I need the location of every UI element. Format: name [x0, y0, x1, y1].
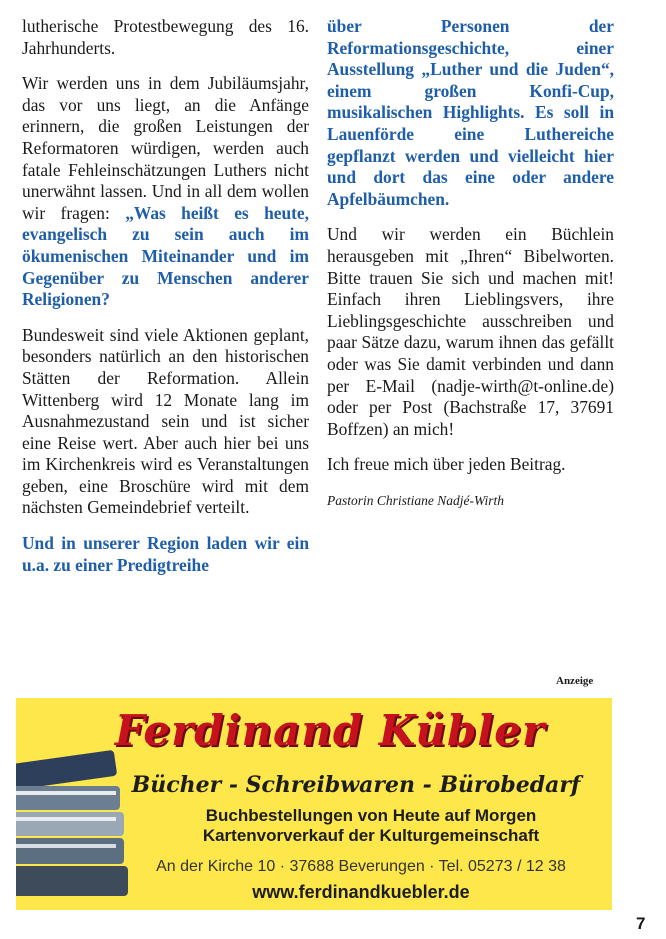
brand-name: Ferdinand Kübler	[114, 706, 546, 755]
signature: Pastorin Christiane Nadjé-Wirth	[327, 492, 505, 508]
paragraph: Und wir werden ein Büchlein herausgeben mit „Ihren“ Bibelworten. Bitte trauen Sie sich und machen mit! Einfach ihren Lieblingsvers, ihre Lieblingsgeschichte ausschreiben und paar Sätze dazu, warum ihnen das gefällt oder was Sie damit verbinden und dann per E-Mail (nadje-wirth@t-online.de) oder per Post (Bachstraße 17, 37691 Boffzen) an mich!	[327, 224, 614, 439]
paragraph	[22, 73, 309, 311]
ad-address: An der Kirche 10 · 37688 Beverungen · Tel. 05273 / 12 38	[156, 858, 566, 875]
right-column	[327, 16, 614, 525]
ad-subtitle: Bücher - Schreibwaren - Bürobedarf	[131, 772, 581, 798]
highlight-question: „Was heißt es heute, evangelisch zu sein auch im ökumenischen Miteinander und im Gegenüber zu Menschen anderer Religionen?	[22, 202, 309, 310]
paragraph: Bundesweit sind viele Aktionen geplant, besonders natürlich an den historischen Stätten der Reformation. Allein Wittenberg wird 12 Monate lang im Ausnahmezustand sein und ist sicher eine Reise wert. Aber auch hier bei uns im Kirchenkreis wird es Veranstaltungen geben, eine Broschüre wird mit dem nächsten Gemeindebrief verteilt.	[22, 324, 309, 518]
advertisement-banner	[16, 698, 612, 910]
ad-line: Kartenvorverkauf der Kulturgemeinschaft	[202, 826, 540, 845]
left-column	[22, 16, 309, 590]
highlight-paragraph: über Personen der Reformationsgeschichte, einer Ausstellung „Luther und die Juden“, einem großen Konfi-Cup, musikalischen Highlights. Es soll in Lauenförde eine Luthereiche gepflanzt werden und vielleicht hier und dort das eine oder andere Apfelbäumchen.	[327, 16, 614, 209]
ad-line: Buchbestellungen von Heute auf Morgen	[205, 806, 537, 825]
advertisement-label: Anzeige	[556, 675, 594, 687]
paragraph-text: Wir werden uns in dem Jubiläumsjahr, das vor uns liegt, an die Anfänge erinnern, die großen Leistungen der Reformatoren würdigen, werden auch fatale Fehleinschätzungen Luthers nicht unerwähnt lassen. Und in all dem wollen wir fragen:	[22, 73, 309, 223]
highlight-paragraph: Und in unserer Region laden wir ein u.a. zu einer Predigtreihe	[22, 533, 309, 575]
page-number: 7	[636, 914, 646, 933]
paragraph: lutherische Protestbewegung des 16. Jahrhunderts.	[22, 16, 309, 58]
paragraph: Ich freue mich über jeden Beitrag.	[327, 454, 566, 475]
ad-website: www.ferdinandkuebler.de	[252, 882, 470, 902]
